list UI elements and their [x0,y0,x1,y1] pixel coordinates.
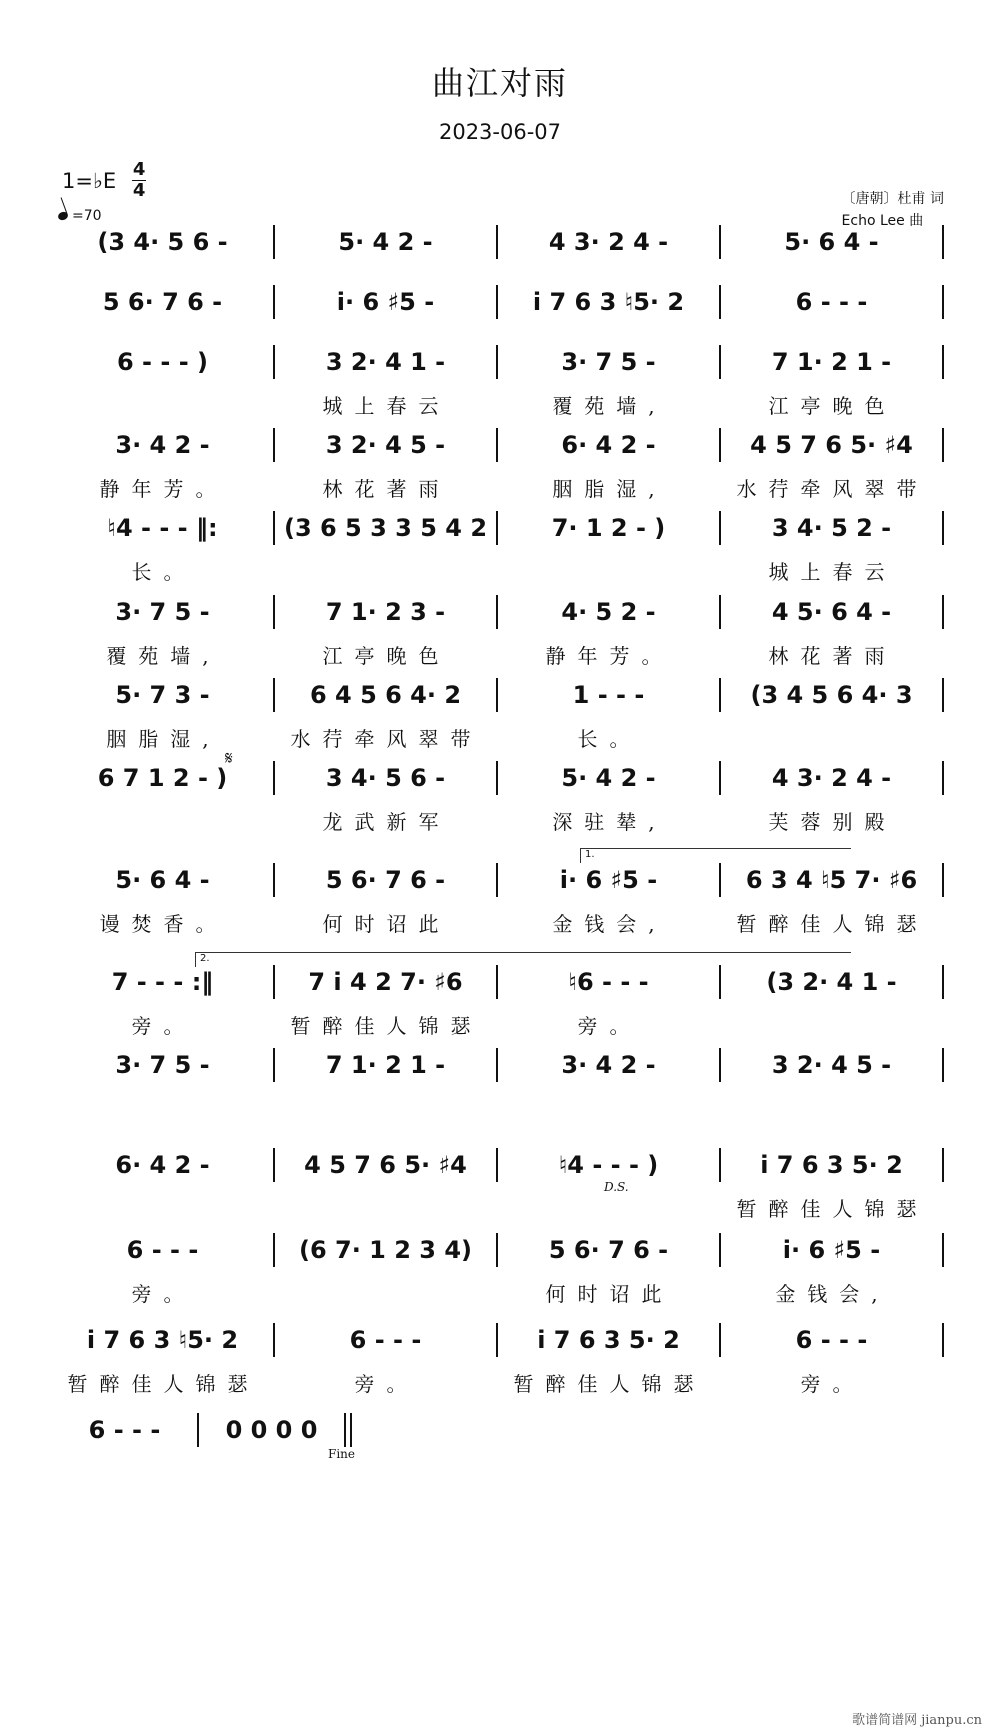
barline [942,428,944,462]
volta-1-label: 1. [585,849,595,860]
barline [942,595,944,629]
measure: 6 - - - [88,1416,161,1444]
measure: i 7 6 3 ♮5· 2 [532,288,685,316]
measure: (3 2· 4 1 - [766,968,897,996]
measure: 4 5 7 6 5· ♯4 [750,431,913,459]
lyric-phrase: 江亭晚色 [768,393,897,418]
measure: 6 - - - ) [117,348,208,376]
barline [344,1413,346,1447]
lyrics-row [52,1458,352,1486]
song-title: 曲江对雨 [431,64,568,102]
measure: i· 6 ♯5 - [336,288,435,316]
time-signature-bottom: 4 [132,180,146,201]
score-system [52,675,944,765]
measure: 6 - - - [795,288,868,316]
lyric-phrase: 暂醉佳人锦瑟 [290,1013,483,1038]
measure: 5· 7 3 - [115,681,210,709]
measure: (3 4 5 6 4· 3 [750,681,913,709]
notes-row [52,758,944,798]
score-system [52,508,944,598]
lyrics-row [52,1193,944,1221]
measure: 3 4· 5 2 - [771,514,892,542]
measure: 5· 6 4 - [784,228,879,256]
lyric-phrase: 金钱会, [775,1281,890,1306]
measure: 6 4 5 6 4· 2 [309,681,462,709]
lyric-phrase: 金钱会, [552,911,667,936]
measure: i· 6 ♯5 - [782,1236,881,1264]
volta-2-label: 2. [200,953,210,964]
score-system [52,1145,944,1235]
lyricist-credit: 〔唐朝〕杜甫 词 [841,191,944,207]
barline [942,1233,944,1267]
score-system [52,860,944,950]
notes-row [52,282,944,322]
measure: 4 5 7 6 5· ♯4 [304,1151,467,1179]
measure: 4 3· 2 4 - [548,228,669,256]
notes-row [52,592,944,632]
composer-credit: Echo Lee 曲 [841,213,924,229]
measure: 4 3· 2 4 - [771,764,892,792]
lyric-phrase: 覆苑墙, [106,643,221,668]
measure: 7 1· 2 3 - [325,598,446,626]
lyrics-row [52,473,944,501]
notes-row [52,222,944,262]
lyric-phrase: 林花著雨 [322,476,451,501]
measure: 6 - - - [349,1326,422,1354]
site-watermark: 歌谱简谱网 jianpu.cn [852,1713,982,1728]
measure: 6 3 4 ♮5 7· ♯6 [745,866,918,894]
lyrics-row [52,806,944,834]
lyrics-row [52,640,944,668]
score-system [52,342,944,432]
segno-mark: 𝄋 [225,748,233,769]
notes-row [52,1320,944,1360]
measure: 3 2· 4 5 - [325,431,446,459]
notes-row [52,1045,944,1085]
lyric-phrase: 覆苑墙, [552,393,667,418]
lyric-phrase: 静年芳。 [99,476,228,501]
barline [942,345,944,379]
lyric-phrase: 暂醉佳人锦瑟 [736,1196,929,1221]
lyric-phrase: 旁。 [354,1371,419,1396]
measure: 5 6· 7 6 - [548,1236,669,1264]
volta-bracket-2 [195,952,851,967]
key-label: 1=♭E [62,168,117,193]
measure: 3· 4 2 - [561,1051,656,1079]
measure: 3· 4 2 - [115,431,210,459]
lyric-phrase: 胭脂湿, [552,476,667,501]
lyric-phrase: 旁。 [800,1371,865,1396]
barline [942,225,944,259]
lyric-phrase: 暂醉佳人锦瑟 [67,1371,260,1396]
lyric-phrase: 何时诏此 [545,1281,674,1306]
lyrics-row [52,390,944,418]
lyric-phrase: 旁。 [131,1013,196,1038]
key-signature [62,160,146,201]
lyric-phrase: 旁。 [131,1281,196,1306]
barline [942,1048,944,1082]
quarter-note-icon [57,211,69,222]
measure: i 7 6 3 ♮5· 2 [86,1326,239,1354]
lyric-phrase: 静年芳。 [545,643,674,668]
time-signature-top: 4 [132,159,146,180]
lyric-phrase: 水荇牵风翠带 [736,476,929,501]
tempo-value: =70 [72,208,102,224]
notes-row [52,860,944,900]
measure: 5· 6 4 - [115,866,210,894]
score-system [52,1045,944,1135]
measure: 7 1· 2 1 - [325,1051,446,1079]
notes-row [52,1410,352,1450]
measure: 6· 4 2 - [561,431,656,459]
notes-row [52,425,944,465]
barline [942,1148,944,1182]
lyrics-row [52,1093,944,1121]
barline [942,1323,944,1357]
barline [942,965,944,999]
measure: (3 6 5 3 3 5 4 2 [283,514,488,542]
notes-row [52,1230,944,1270]
time-signature [132,160,146,201]
barline [942,285,944,319]
lyric-phrase: 长。 [577,726,642,751]
lyric-phrase: 水荇牵风翠带 [290,726,483,751]
lyric-phrase: 深驻辇, [552,809,667,834]
measure: 3 2· 4 1 - [325,348,446,376]
measure: 3· 7 5 - [115,598,210,626]
volta-bracket-1 [580,848,851,863]
lyric-phrase: 胭脂湿, [106,726,221,751]
measure: 6 - - - [795,1326,868,1354]
measure: (3 4· 5 6 - [97,228,228,256]
measure: i· 6 ♯5 - [559,866,658,894]
lyrics-row [52,1010,944,1038]
lyrics-row [52,1278,944,1306]
measure: 5· 4 2 - [561,764,656,792]
lyric-phrase: 暂醉佳人锦瑟 [513,1371,706,1396]
barline [942,678,944,712]
lyric-phrase: 江亭晚色 [322,643,451,668]
measure: 7 1· 2 1 - [771,348,892,376]
lyric-phrase: 旁。 [577,1013,642,1038]
measure: 7 - - - :‖ [111,968,214,996]
measure: 3· 7 5 - [115,1051,210,1079]
score-system [52,758,944,848]
fine-mark: Fine [328,1447,355,1461]
score-system [52,962,944,1052]
measure: 5 6· 7 6 - [102,288,223,316]
measure: 7· 1 2 - ) [551,514,666,542]
score-system [52,1230,944,1320]
barline [942,511,944,545]
measure: 4· 5 2 - [561,598,656,626]
lyric-phrase: 芙蓉别殿 [768,809,897,834]
ds-mark: D.S. [604,1180,629,1194]
lyrics-row [52,908,944,936]
lyric-phrase: 林花著雨 [768,643,897,668]
lyric-phrase: 龙武新军 [322,809,451,834]
lyric-phrase: 谩焚香。 [99,911,228,936]
measure: 4 5· 6 4 - [771,598,892,626]
measure: 3· 7 5 - [561,348,656,376]
notes-row [52,675,944,715]
measure: 6· 4 2 - [115,1151,210,1179]
measure: 6 7 1 2 - ) [97,764,228,792]
score-system [52,1320,944,1410]
measure: 3 2· 4 5 - [771,1051,892,1079]
measure: ♮4 - - - ‖: [107,514,218,542]
measure: i 7 6 3 5· 2 [760,1151,903,1179]
notes-row [52,1145,944,1185]
measure: 5 6· 7 6 - [325,866,446,894]
measure: 7 i 4 2 7· ♯6 [308,968,463,996]
measure: i 7 6 3 5· 2 [537,1326,680,1354]
lyric-phrase: 城上春云 [322,393,451,418]
measure: 5· 4 2 - [338,228,433,256]
measure: 1 - - - [572,681,645,709]
lyrics-row [52,1368,944,1396]
notes-row [52,508,944,548]
lyrics-row [52,556,944,584]
barline [942,863,944,897]
notes-row [52,962,944,1002]
notes-row [52,342,944,382]
score-system [52,425,944,515]
lyric-phrase: 暂醉佳人锦瑟 [736,911,929,936]
lyric-phrase: 城上春云 [768,559,897,584]
measure: 0 0 0 0 [225,1416,318,1444]
score-system [52,1410,352,1500]
measure: 6 - - - [126,1236,199,1264]
measure: ♮4 - - - ) [558,1151,659,1179]
score-system [52,592,944,682]
barline [942,761,944,795]
measure: 3 4· 5 6 - [325,764,446,792]
lyric-phrase: 何时诏此 [322,911,451,936]
lyric-phrase: 长。 [131,559,196,584]
measure: ♮6 - - - [568,968,649,996]
lyrics-row [52,723,944,751]
song-date: 2023-06-07 [438,120,562,144]
measure: (6 7· 1 2 3 4) [298,1236,473,1264]
